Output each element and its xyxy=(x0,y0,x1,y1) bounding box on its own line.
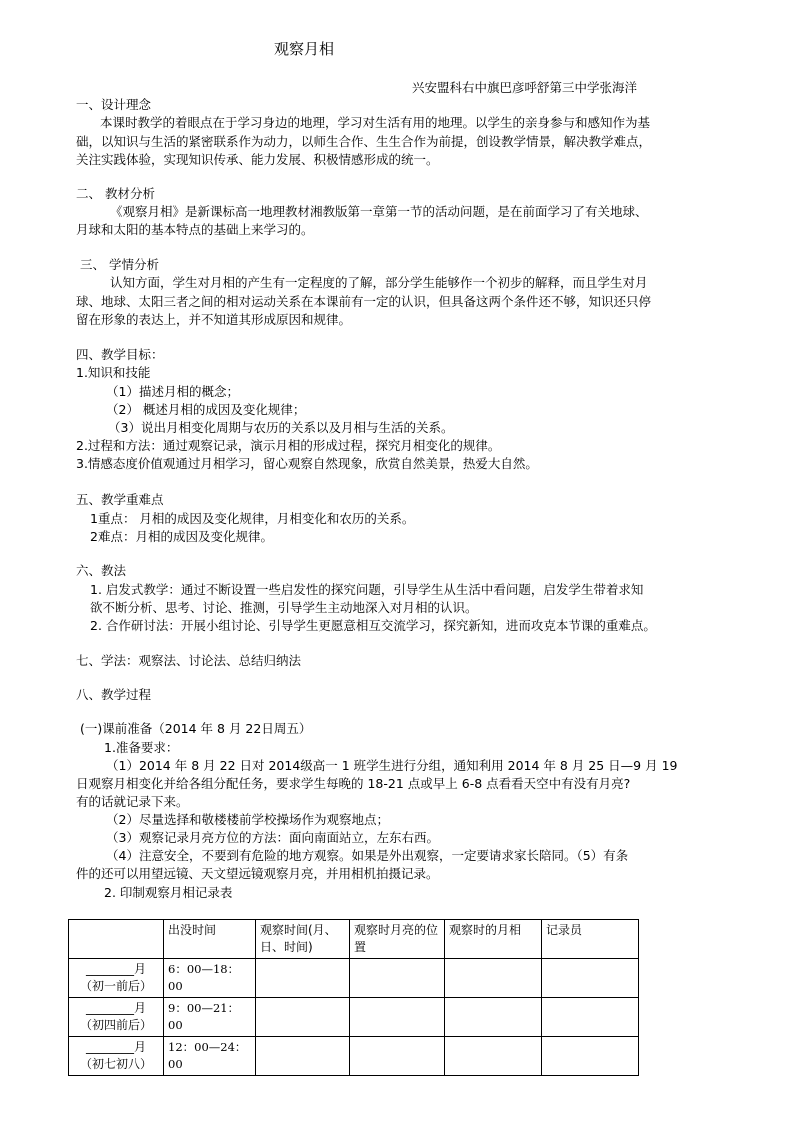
goal-line: 1.知识和技能 xyxy=(76,365,151,380)
method-line: 欲不断分析、思考、讨论、推测，引导学生主动地深入对月相的认识。 xyxy=(90,600,478,615)
table-header-row xyxy=(69,920,639,959)
page-title: 观察月相 xyxy=(274,40,335,58)
table-header-cell: 记录员 xyxy=(542,920,639,959)
process-line: （2）尽量选择和敬楼楼前学校操场作为观察地点； xyxy=(106,812,389,827)
paragraph-line: 球、地球、太阳三者之间的相对运动关系在本课前有一定的认识，但具备这两个条件还不够，知识还只停 xyxy=(76,294,652,309)
table-header-cell: 观察时月亮的位置 xyxy=(350,920,445,959)
month-cell xyxy=(69,998,164,1037)
lunar-phase-label: （初七初八） xyxy=(79,1057,152,1071)
section-heading-key-points: 五、教学重难点 xyxy=(76,492,164,507)
table-header-cell: 出没时间 xyxy=(164,920,256,959)
paragraph-line: 关注实践体验，实现知识传承、能力发展、积极情感形成的统一。 xyxy=(76,152,439,167)
section-heading-process: 八、教学过程 xyxy=(76,687,152,702)
moon-position-cell[interactable] xyxy=(350,1037,445,1076)
author-line: 兴安盟科右中旗巴彦呼舒第三中学张海洋 xyxy=(412,80,638,95)
observation-time-cell[interactable] xyxy=(256,1037,350,1076)
paragraph-line: 留在形象的表达上，并不知道其形成原因和规律。 xyxy=(76,312,352,327)
process-line: 日观察月相变化并给各组分配任务，要求学生每晚的 18-21 点或早上 6-8 点看看天空中有没有月亮? xyxy=(76,776,631,791)
goal-line: （3）说出月相变化周期与农历的关系以及月相与生活的关系。 xyxy=(108,420,454,435)
recorder-cell[interactable] xyxy=(542,1037,639,1076)
section-heading-goals: 四、教学目标： xyxy=(76,347,164,362)
section-heading-textbook: 二、 教材分析 xyxy=(76,186,155,201)
month-blank: ________月 xyxy=(85,1040,146,1054)
process-line: （3）观察记录月亮方位的方法：面向南面站立，左东右西。 xyxy=(106,830,439,845)
rise-set-time-cell: 6：00—18：00 xyxy=(164,959,256,998)
moon-phase-cell[interactable] xyxy=(445,998,542,1037)
moon-position-cell[interactable] xyxy=(350,998,445,1037)
rise-set-time-cell: 9：00—21：00 xyxy=(164,998,256,1037)
rise-set-time-cell: 12：00—24：00 xyxy=(164,1037,256,1076)
table-row xyxy=(69,998,639,1037)
paragraph-line: 认知方面，学生对月相的产生有一定程度的了解，部分学生能够作一个初步的解释，而且学生对月 xyxy=(110,275,648,290)
paragraph-line: 月球和太阳的基本特点的基础上来学习的。 xyxy=(76,222,314,237)
month-blank: ________月 xyxy=(85,1001,146,1015)
process-line: 1.准备要求： xyxy=(104,740,179,755)
paragraph-line: 本课时教学的着眼点在于学习身边的地理，学习对生活有用的地理。以学生的亲身参与和感知作为基 xyxy=(100,115,651,130)
observation-time-cell[interactable] xyxy=(256,959,350,998)
moon-phase-cell[interactable] xyxy=(445,1037,542,1076)
goal-line: 2.过程和方法：通过观察记录，演示月相的形成过程，探究月相变化的规律。 xyxy=(76,438,501,453)
paragraph-line: 《观察月相》是新课标高一地理教材湘教版第一章第一节的活动问题，是在前面学习了有关地球、 xyxy=(110,204,648,219)
process-line: （4）注意安全，不要到有危险的地方观察。如果是外出观察，一定要请求家长陪同。（5）有条 xyxy=(106,848,629,863)
table-header-cell: 观察时的月相 xyxy=(445,920,542,959)
table-row xyxy=(69,959,639,998)
method-line: 2. 合作研讨法：开展小组讨论、引导学生更愿意相互交流学习，探究新知，进而攻克本节课的重难点。 xyxy=(90,618,656,633)
lunar-phase-label: （初四前后） xyxy=(79,1018,152,1032)
method-line: 1. 启发式教学：通过不断设置一些启发性的探究问题，引导学生从生活中看问题，启发学生带着求知 xyxy=(90,582,644,597)
recorder-cell[interactable] xyxy=(542,998,639,1037)
table-header-cell: 观察时间(月、日、时间) xyxy=(256,920,350,959)
goal-line: （1）描述月相的概念； xyxy=(106,384,239,399)
section-heading-design: 一、设计理念 xyxy=(76,97,152,112)
observation-time-cell[interactable] xyxy=(256,998,350,1037)
month-blank: ________月 xyxy=(85,962,146,976)
recorder-cell[interactable] xyxy=(542,959,639,998)
moon-observation-table xyxy=(68,919,639,1076)
goal-line: 3.情感态度价值观通过月相学习，留心观察自然现象，欣赏自然美景，热爱大自然。 xyxy=(76,456,538,471)
table-row xyxy=(69,1037,639,1076)
goal-line: （2） 概述月相的成因及变化规律； xyxy=(106,402,306,417)
month-cell xyxy=(69,1037,164,1076)
key-point-line: 2难点：月相的成因及变化规律。 xyxy=(90,529,273,544)
process-line: 2. 印制观察月相记录表 xyxy=(104,885,233,900)
month-cell xyxy=(69,959,164,998)
section-heading-students: 三、 学情分析 xyxy=(80,257,159,272)
section-heading-methods: 六、教法 xyxy=(76,563,127,578)
moon-position-cell[interactable] xyxy=(350,959,445,998)
moon-phase-cell[interactable] xyxy=(445,959,542,998)
subsection-heading: (一)课前准备（2014 年 8 月 22日周五） xyxy=(80,721,312,736)
table-header-cell xyxy=(69,920,164,959)
process-line: （1）2014 年 8 月 22 日对 2014级高一 1 班学生进行分组，通知利用 2014 年 8 月 25 日—9 月 19 xyxy=(106,758,678,773)
key-point-line: 1重点： 月相的成因及变化规律，月相变化和农历的关系。 xyxy=(90,511,415,526)
lunar-phase-label: （初一前后） xyxy=(79,979,152,993)
process-line: 件的还可以用望远镜、天文望远镜观察月亮，并用相机拍摄记录。 xyxy=(76,866,439,881)
process-line: 有的话就记录下来。 xyxy=(76,794,189,809)
section-heading-learning: 七、学法：观察法、讨论法、总结归纳法 xyxy=(76,653,302,668)
paragraph-line: 础，以知识与生活的紧密联系作为动力，以师生合作、生生合作为前提，创设教学情景，解决教学难点， xyxy=(76,134,652,149)
